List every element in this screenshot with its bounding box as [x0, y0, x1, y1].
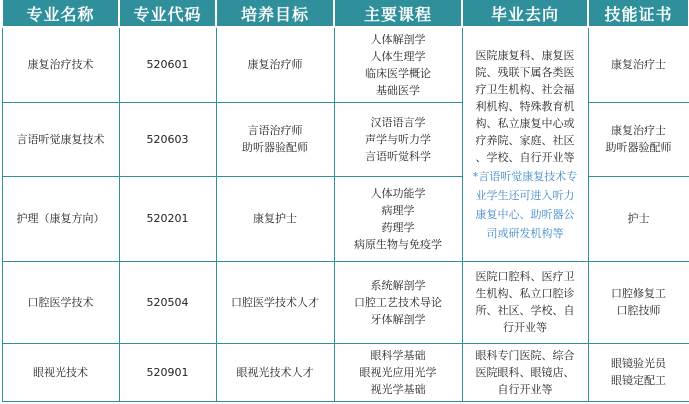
courses-cell: [334, 343, 462, 401]
course-item: 口腔工艺技术导论: [354, 295, 442, 309]
header-major-name: 专业名称: [2, 0, 119, 27]
course-item: 眼视光应用光学: [359, 365, 437, 379]
courses-cell: [334, 261, 462, 343]
destination-line: 医院口腔科、医疗卫: [475, 270, 575, 283]
course-item: 言语听觉科学: [365, 149, 431, 163]
course-item: 病理学: [381, 203, 415, 217]
goal-line: 康复治疗师: [247, 58, 303, 72]
certificates-cell: [588, 343, 689, 401]
course-item: 基础医学: [376, 83, 420, 97]
major-code-cell: 520603: [119, 102, 216, 176]
optical-destination-cell: [462, 343, 588, 401]
table-row: [2, 27, 689, 102]
goal-cell: [216, 343, 334, 401]
course-item: 声学与听力学: [365, 132, 431, 146]
goal-cell: [216, 27, 334, 102]
goal-line: 康复护士: [253, 212, 297, 225]
course-item: 牙体解剖学: [370, 312, 426, 326]
goal-cell: [216, 102, 334, 176]
goal-line: 助听器验配师: [242, 141, 308, 154]
certificate-item: 眼镜定配工: [611, 374, 666, 387]
destination-line: 疗卫生机构、社会福: [475, 82, 575, 96]
destination-line: 、学校、自行开业等: [475, 150, 575, 164]
destination-line: 生机构、私立口腔诊: [475, 287, 575, 300]
destination-note-line: *言语听觉康复技术专: [472, 169, 578, 183]
destination-line: 所、社区、学校、自: [475, 304, 575, 317]
header-destination: 毕业去向: [462, 0, 588, 27]
goal-cell: [216, 261, 334, 343]
course-item: 眼科学基础: [370, 348, 426, 362]
major-code-cell: 520201: [119, 176, 216, 261]
course-item: 人体解剖学: [370, 32, 426, 46]
shared-destination-cell: [462, 27, 588, 261]
certificate-item: 口腔技师: [616, 304, 661, 317]
header-certificates: 技能证书: [588, 0, 689, 27]
destination-line: 自行开业等: [497, 382, 553, 396]
header-row: [2, 0, 689, 27]
dental-destination-cell: [462, 261, 588, 343]
destination-line: 医院眼科、眼镜店、: [475, 365, 575, 379]
courses-cell: [334, 102, 462, 176]
destination-note-line: 康复中心、助听器公: [475, 207, 575, 221]
goal-line: 眼视光技术人才: [236, 365, 314, 379]
destination-line: 院、残联下属各类医: [475, 65, 575, 79]
certificates-cell: [588, 102, 689, 176]
certificate-item: 护士: [627, 212, 650, 225]
major-code-cell: 520504: [119, 261, 216, 343]
courses-cell: [334, 27, 462, 102]
destination-line: 行开业等: [503, 321, 547, 334]
destination-line: 医院康复科、康复医: [475, 48, 575, 62]
destination-line: 疗养院、家庭、社区: [475, 133, 575, 147]
destination-line: 眼科专门医院、综合: [475, 348, 575, 362]
certificates-cell: [588, 261, 689, 343]
major-code-cell: 520601: [119, 27, 216, 102]
course-item: 病原生物与免疫学: [354, 237, 442, 251]
certificate-item: 口腔修复工: [611, 287, 666, 300]
courses-cell: [334, 176, 462, 261]
certificate-item: 康复治疗士: [611, 58, 666, 72]
certificates-cell: [588, 176, 689, 261]
table-row: [2, 261, 689, 343]
major-name-cell: 康复治疗技术: [2, 27, 119, 102]
major-name-cell: 眼视光技术: [2, 343, 119, 401]
course-item: 汉语语言学: [370, 115, 426, 129]
header-training-goal: 培养目标: [216, 0, 334, 27]
goal-line: 言语治疗师: [247, 124, 303, 137]
certificate-item: 康复治疗士: [611, 124, 666, 137]
major-name-cell: 言语听觉康复技术: [2, 102, 119, 176]
header-major-code: 专业代码: [119, 0, 216, 27]
course-item: 人体生理学: [370, 49, 426, 63]
goal-line: 口腔医学技术人才: [231, 295, 319, 309]
course-item: 药理学: [381, 220, 415, 234]
course-item: 临床医学概论: [365, 66, 431, 80]
certificate-item: 眼镜验光员: [611, 357, 666, 370]
destination-note-line: 司或研发机构等: [486, 226, 564, 240]
destination-note-line: 业学生还可进入听力: [475, 188, 575, 202]
major-code-cell: 520901: [119, 343, 216, 401]
table-row: [2, 343, 689, 401]
course-item: 系统解剖学: [370, 278, 426, 292]
course-item: 视光学基础: [370, 382, 426, 396]
certificates-cell: [588, 27, 689, 102]
destination-line: 利机构、特殊教育机: [475, 99, 575, 113]
certificate-item: 助听器验配师: [605, 141, 672, 154]
goal-cell: [216, 176, 334, 261]
major-name-cell: 口腔医学技术: [2, 261, 119, 343]
header-main-courses: 主要课程: [334, 0, 462, 27]
course-item: 人体功能学: [370, 186, 426, 200]
major-name-cell: 护理（康复方向）: [2, 176, 119, 261]
destination-line: 构、私立康复中心或: [475, 116, 575, 130]
majors-table: [1, 0, 689, 402]
